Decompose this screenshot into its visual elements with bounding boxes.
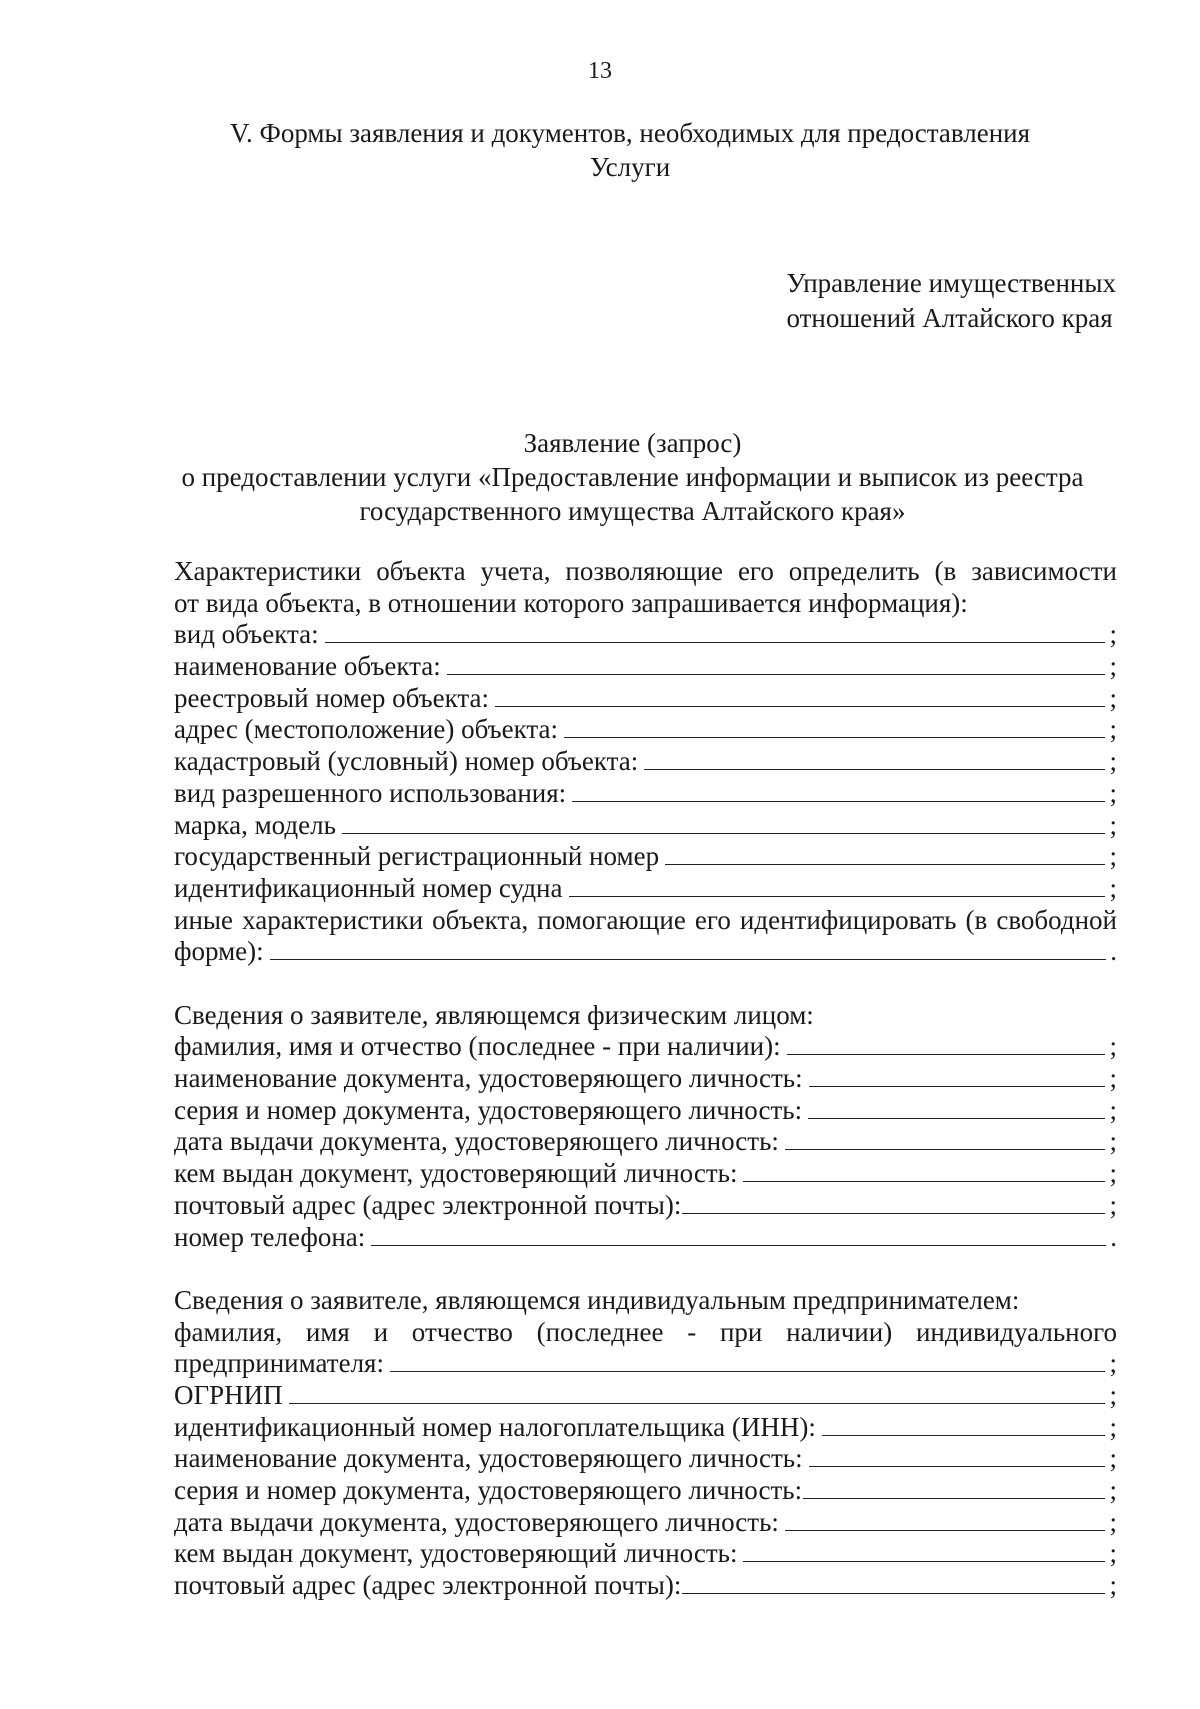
field-terminator: ; [1109,1094,1117,1125]
individual-field-postal-address[interactable] [174,1190,1117,1222]
field-label: идентификационный номер судна [174,872,563,903]
field-terminator: ; [1109,777,1117,808]
blank-line[interactable] [743,1539,1105,1562]
field-label: ОГРНИП [174,1379,283,1410]
field-label: кем выдан документ, удостоверяющий личность: [174,1538,738,1569]
entrepreneur-section [174,1285,1117,1602]
form-title [140,426,1125,528]
individual-field-phone[interactable] [174,1222,1117,1254]
field-label: кем выдан документ, удостоверяющий личность: [174,1158,738,1189]
individual-field-id-series-number[interactable] [174,1095,1117,1127]
field-terminator: ; [1109,1126,1117,1157]
field-terminator: ; [1109,651,1117,682]
section-title [180,116,1080,184]
object-field-make-model[interactable] [174,810,1117,842]
blank-line[interactable] [808,1096,1105,1119]
blank-line[interactable] [809,1444,1106,1467]
individual-field-full-name[interactable] [174,1031,1117,1063]
field-label: кадастровый (условный) номер объекта: [174,746,639,777]
field-terminator: ; [1109,1506,1117,1537]
blank-line[interactable] [342,811,1106,834]
field-label: адрес (местоположение) объекта: [174,714,558,745]
object-field-cadastral-number[interactable] [174,746,1117,778]
entrepreneur-name-line-1: фамилия, имя и отчество (последнее - при наличии) индивидуального [174,1316,1117,1347]
field-terminator: ; [1109,682,1117,713]
field-terminator: ; [1109,1063,1117,1094]
section-title-line-1: V. Формы заявления и документов, необходимых для предоставления [229,118,1031,148]
field-label: почтовый адрес (адрес электронной почты): [174,1189,682,1220]
field-label: вид объекта: [174,619,319,650]
addressee-line-2: отношений Алтайского края [786,303,1113,333]
entrepreneur-field-name[interactable] [174,1348,1117,1380]
individual-heading: Сведения о заявителе, являющемся физическим лицом: [174,999,814,1030]
field-label: наименование документа, удостоверяющего личность: [174,1443,803,1474]
section-title-line-2: Услуги [589,152,671,182]
individual-field-id-issued-by[interactable] [174,1158,1117,1190]
field-label: дата выдачи документа, удостоверяющего личность: [174,1506,779,1537]
field-terminator: ; [1109,746,1117,777]
blank-line[interactable] [787,1032,1106,1055]
individual-field-id-document-name[interactable] [174,1063,1117,1095]
object-field-permitted-use[interactable] [174,778,1117,810]
blank-line[interactable] [495,684,1106,707]
object-field-type[interactable] [174,619,1117,651]
field-terminator: ; [1109,1570,1117,1601]
blank-line[interactable] [569,874,1106,897]
addressee-block [786,266,1116,336]
field-terminator: ; [1109,1031,1117,1062]
entrepreneur-field-ogrnip[interactable] [174,1380,1117,1412]
field-label: серия и номер документа, удостоверяющего личность: [174,1475,803,1506]
entrepreneur-field-inn[interactable] [174,1412,1117,1444]
section-spacer [174,1253,1117,1285]
addressee-line-1: Управление имущественных [786,268,1116,298]
entrepreneur-field-postal-address[interactable] [174,1570,1117,1602]
field-terminator: ; [1109,1443,1117,1474]
blank-line[interactable] [743,1159,1105,1182]
blank-line[interactable] [447,652,1106,675]
blank-line[interactable] [785,1508,1106,1531]
individual-field-id-issue-date[interactable] [174,1126,1117,1158]
object-field-other[interactable] [174,936,1117,968]
field-label: предпринимателя: [174,1348,384,1379]
blank-line[interactable] [809,1064,1106,1087]
blank-line[interactable] [371,1223,1106,1246]
blank-line[interactable] [390,1349,1106,1372]
field-terminator: ; [1109,1538,1117,1569]
object-field-vessel-id[interactable] [174,873,1117,905]
entrepreneur-field-id-issued-by[interactable] [174,1538,1117,1570]
field-label: государственный регистрационный номер [174,841,660,872]
field-label: наименование документа, удостоверяющего личность: [174,1063,803,1094]
field-label: идентификационный номер налогоплательщика (ИНН): [174,1411,816,1442]
section-spacer [174,968,1117,1000]
blank-line[interactable] [644,747,1105,770]
field-terminator: ; [1109,872,1117,903]
blank-line[interactable] [803,1476,1105,1499]
form-title-line-3: государственного имущества Алтайского края» [359,496,906,526]
blank-line[interactable] [785,1127,1106,1150]
object-field-name[interactable] [174,651,1117,683]
field-label: наименование объекта: [174,651,441,682]
object-section [174,556,1117,968]
object-field-address[interactable] [174,714,1117,746]
field-label: форме): [174,936,264,967]
field-terminator: ; [1109,1411,1117,1442]
blank-line[interactable] [270,937,1107,960]
field-label: почтовый адрес (адрес электронной почты): [174,1570,682,1601]
field-terminator: . [1110,936,1117,967]
field-label: фамилия, имя и отчество (последнее - при наличии): [174,1031,781,1062]
field-label: номер телефона: [174,1221,366,1252]
object-field-registry-number[interactable] [174,683,1117,715]
form-title-line-1: Заявление (запрос) [523,428,742,458]
page-number: 13 [588,58,612,84]
blank-line[interactable] [325,620,1106,643]
object-intro-line-1: Характеристики объекта учета, позволяющие его определить (в зависимости [174,556,1117,586]
field-terminator: ; [1109,1189,1117,1220]
form-title-line-2: о предоставлении услуги «Предоставление информации и выписок из реестра [181,462,1084,492]
object-other-line-1: иные характеристики объекта, помогающие его идентифицировать (в свободной [174,904,1117,935]
field-terminator: ; [1109,1379,1117,1410]
entrepreneur-field-id-document-name[interactable] [174,1443,1117,1475]
field-terminator: ; [1109,1475,1117,1506]
entrepreneur-heading: Сведения о заявителе, являющемся индивидуальным предпринимателем: [174,1284,1020,1315]
field-terminator: ; [1109,1158,1117,1189]
field-terminator: ; [1109,1348,1117,1379]
blank-line[interactable] [665,842,1105,865]
field-terminator: . [1110,1221,1117,1252]
field-label: серия и номер документа, удостоверяющего личность: [174,1094,803,1125]
blank-line[interactable] [289,1381,1106,1404]
field-label: вид разрешенного использования: [174,777,567,808]
blank-line[interactable] [682,1571,1105,1594]
field-terminator: ; [1109,841,1117,872]
entrepreneur-field-id-series-number[interactable] [174,1475,1117,1507]
field-label: марка, модель [174,809,336,840]
individual-section [174,1000,1117,1254]
field-label: реестровый номер объекта: [174,682,489,713]
blank-line[interactable] [564,715,1106,738]
field-terminator: ; [1109,714,1117,745]
blank-line[interactable] [822,1413,1106,1436]
field-label: дата выдачи документа, удостоверяющего личность: [174,1126,779,1157]
field-terminator: ; [1109,619,1117,650]
field-terminator: ; [1109,809,1117,840]
form-body [174,556,1117,1602]
object-field-registration-number[interactable] [174,841,1117,873]
entrepreneur-field-id-issue-date[interactable] [174,1507,1117,1539]
object-intro-line-2: от вида объекта, в отношении которого запрашивается информация): [174,587,968,618]
blank-line[interactable] [572,779,1105,802]
blank-line[interactable] [682,1191,1105,1214]
